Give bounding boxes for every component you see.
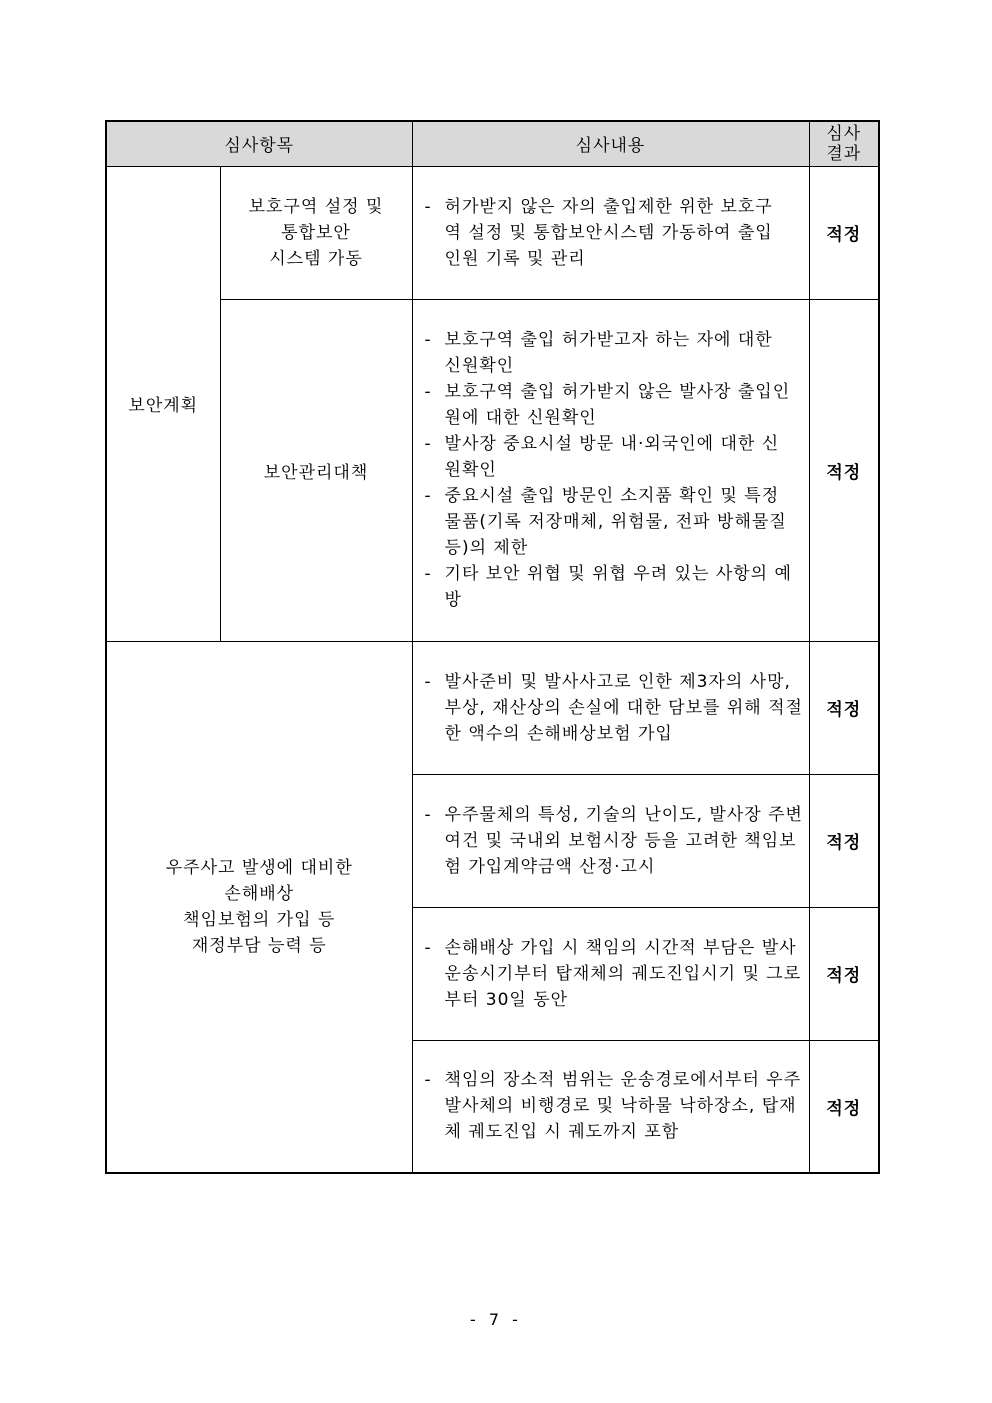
insurance-result-3: 적정 — [809, 907, 879, 1040]
insurance-result-4: 적정 — [809, 1040, 879, 1173]
header-result-line2: 결과 — [826, 143, 862, 164]
header-content: 심사내용 — [412, 121, 809, 166]
content-bullet: - 책임의 장소적 범위는 운송경로에서부터 우주발사체의 비행경로 및 낙하물 낙하장소, 탑재체 궤도진입 시 궤도까지 포함 — [425, 1067, 805, 1145]
insurance-result-2: 적정 — [809, 774, 879, 907]
category-line: 재정부담 능력 등 — [191, 935, 327, 956]
security-result-1: 적정 — [809, 166, 879, 299]
table-row — [106, 641, 879, 774]
table-row — [106, 166, 879, 299]
header-result-line1: 심사 — [826, 123, 862, 144]
insurance-content-3 — [412, 907, 809, 1040]
security-item-2: 보안관리대책 — [220, 299, 412, 641]
insurance-content-4 — [412, 1040, 809, 1173]
item-line: 보호구역 설정 및 — [248, 196, 384, 217]
content-bullet: - 발사장 중요시설 방문 내·외국인에 대한 신원확인 — [425, 431, 795, 483]
content-bullet: - 중요시설 출입 방문인 소지품 확인 및 특정물품(기록 저장매체, 위험물, 전파 방해물질 등)의 제한 — [425, 483, 795, 561]
item-line: 통합보안 — [281, 222, 351, 243]
header-item: 심사항목 — [106, 121, 412, 166]
review-table — [105, 120, 880, 1174]
security-result-2: 적정 — [809, 299, 879, 641]
content-bullet: - 보호구역 출입 허가받고자 하는 자에 대한 신원확인 — [425, 327, 795, 379]
content-bullet: - 보호구역 출입 허가받지 않은 발사장 출입인원에 대한 신원확인 — [425, 379, 795, 431]
category-line: 손해배상 — [224, 883, 295, 904]
category-line: 책임보험의 가입 등 — [183, 909, 336, 930]
insurance-content-1 — [412, 641, 809, 774]
content-bullet: - 기타 보안 위협 및 위협 우려 있는 사항의 예방 — [425, 561, 795, 613]
header-result — [809, 121, 879, 166]
content-bullet: - 손해배상 가입 시 책임의 시간적 부담은 발사 운송시기부터 탑재체의 궤도진입시기 및 그로부터 30일 동안 — [425, 935, 805, 1013]
content-bullet: - 허가받지 않은 자의 출입제한 위한 보호구역 설정 및 통합보안시스템 가동하여 출입인원 기록 및 관리 — [425, 194, 781, 272]
content-bullet: - 우주물체의 특성, 기술의 난이도, 발사장 주변여건 및 국내외 보험시장 등을 고려한 책임보험 가입계약금액 산정·고시 — [425, 802, 805, 880]
security-content-2 — [412, 299, 809, 641]
content-bullet: - 발사준비 및 발사사고로 인한 제3자의 사망, 부상, 재산상의 손실에 대한 담보를 위해 적절한 액수의 손해배상보험 가입 — [425, 669, 805, 747]
insurance-category — [106, 641, 412, 1173]
security-category: 보안계획 — [106, 166, 220, 641]
category-line: 우주사고 발생에 대비한 — [165, 857, 353, 878]
security-content-1 — [412, 166, 809, 299]
insurance-result-1: 적정 — [809, 641, 879, 774]
page-number: - 7 - — [470, 1310, 522, 1329]
security-item-1 — [220, 166, 412, 299]
table-row — [106, 299, 879, 641]
item-line: 시스템 가동 — [269, 248, 363, 269]
insurance-content-2 — [412, 774, 809, 907]
header-row — [106, 121, 879, 166]
